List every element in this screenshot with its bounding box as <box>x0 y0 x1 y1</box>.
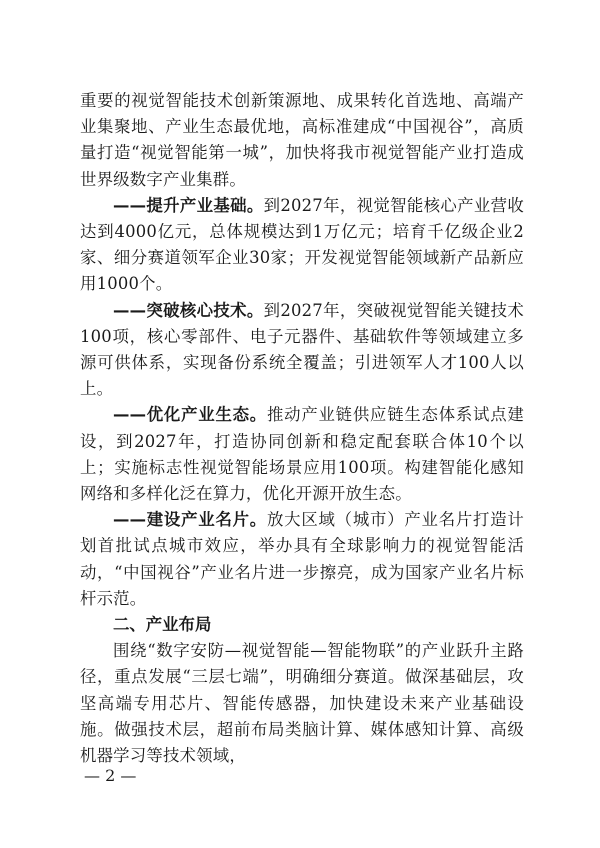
goal-lead-core-tech: ——突破核心技术。 <box>113 300 264 320</box>
document-body <box>80 88 524 769</box>
goal-lead-industry-base: ——提升产业基础。 <box>113 195 264 215</box>
goal-text-industry-card: 放大区域（城市）产业名片打造计划首批试点城市效应，举办具有全球影响力的视觉智能活动，“中国视谷”产业名片进一步擦亮，成为国家产业名片标杆示范。 <box>80 510 524 608</box>
goal-text-core-tech: 到2027年，突破视觉智能关键技术100项，核心零部件、电子元器件、基础软件等领域建立多源可供体系，实现备份系统全覆盖；引进领军人才100人以上。 <box>80 300 524 399</box>
goal-lead-ecosystem: ——优化产业生态。 <box>113 405 267 425</box>
goal-text-ecosystem: 推动产业链供应链生态体系试点建设，到2027年，打造协同创新和稳定配套联合体10个以上；实施标志性视觉智能场景应用100项。构建智能化感知网络和多样化泛在算力，优化开源开放生态。 <box>80 405 524 504</box>
page-number: — 2 — <box>84 766 137 785</box>
layout-paragraph <box>80 638 524 769</box>
goal-paragraph-core-tech <box>80 298 524 403</box>
section-heading: 二、产业布局 <box>113 615 212 635</box>
intro-text: 重要的视觉智能技术创新策源地、成果转化首选地、高端产业集聚地、产业生态最优地，高标准建成“中国视谷”，高质量打造“视觉智能第一城”，加快将我市视觉智能产业打造成世界级数字产业集群。 <box>80 91 524 189</box>
layout-text: 围绕“数字安防—视觉智能—智能物联”的产业跃升主路径，重点发展“三层七端”，明确细分赛道。做深基础层，攻坚高端专用芯片、智能传感器，加快建设未来产业基础设施。做强技术层，超前布局类脑计算、媒体感知计算、高级机器学习等技术领域， <box>80 641 524 766</box>
goal-paragraph-ecosystem <box>80 402 524 507</box>
goal-text-industry-base: 到2027年，视觉智能核心产业营收达到4000亿元，总体规模达到1万亿元；培育千亿级企业2家、细分赛道领军企业30家；开发视觉智能领域新产品新应用1000个。 <box>80 195 524 294</box>
intro-paragraph <box>80 88 524 193</box>
goal-paragraph-industry-card <box>80 507 524 612</box>
goal-paragraph-industry-base <box>80 193 524 298</box>
goal-lead-industry-card: ——建设产业名片。 <box>113 510 267 530</box>
